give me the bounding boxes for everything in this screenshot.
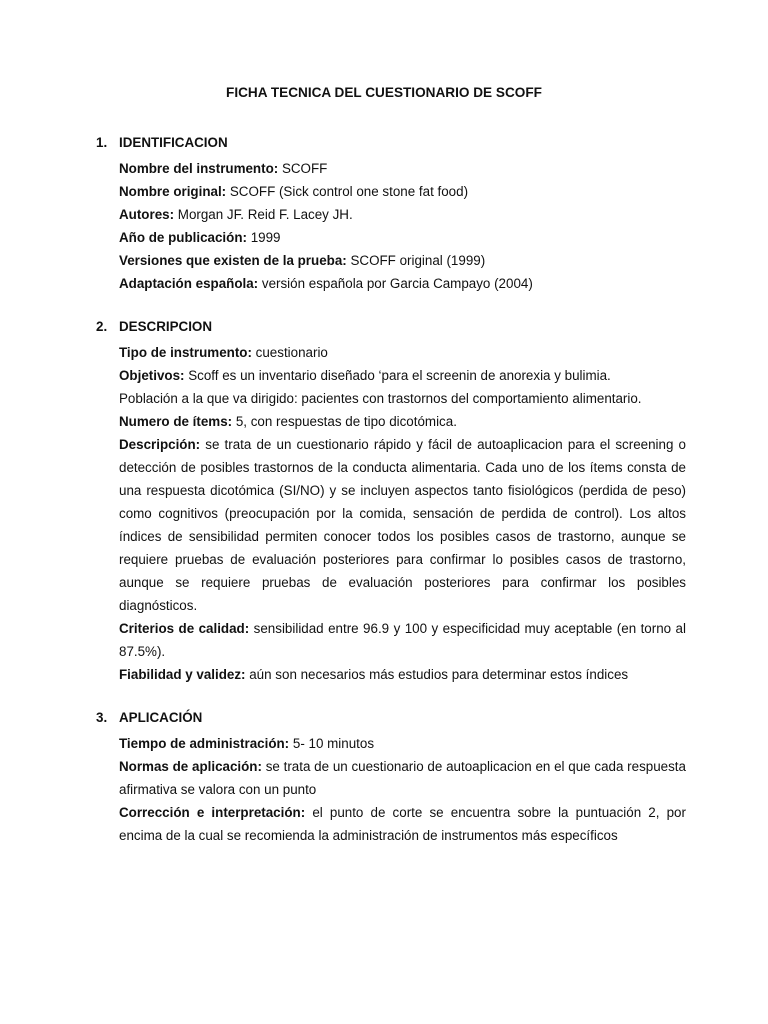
document-title: FICHA TECNICA DEL CUESTIONARIO DE SCOFF xyxy=(226,85,542,100)
field-correccion-interpretacion xyxy=(119,801,686,847)
field-label: Tiempo de administración: xyxy=(119,736,290,751)
field-ano-publicacion xyxy=(119,226,686,249)
field-label: Criterios de calidad: xyxy=(119,621,250,636)
section-title: IDENTIFICACION xyxy=(119,135,228,150)
field-nombre-instrumento xyxy=(119,157,686,180)
field-label: Objetivos: xyxy=(119,368,185,383)
field-label: Nombre original: xyxy=(119,184,227,199)
field-value: SCOFF (Sick control one stone fat food) xyxy=(229,184,469,199)
field-label: Numero de ítems: xyxy=(119,414,233,429)
field-versiones xyxy=(119,249,686,272)
field-label: Normas de aplicación: xyxy=(119,759,262,774)
section-number: 2. xyxy=(96,319,108,334)
field-label: Tipo de instrumento: xyxy=(119,345,252,360)
field-value: se trata de un cuestionario de autoaplicacion en el que cada respuesta afirmativa se valora con un punto xyxy=(119,759,686,797)
field-value: Población a la que va dirigido: pacientes con trastornos del comportamiento alimentario. xyxy=(119,391,642,406)
field-autores xyxy=(119,203,686,226)
field-label: Autores: xyxy=(119,207,175,222)
field-label: Año de publicación: xyxy=(119,230,247,245)
section-title: APLICACIÓN xyxy=(119,710,203,725)
section-title: DESCRIPCION xyxy=(119,319,213,334)
section-descripcion xyxy=(96,318,686,686)
field-nombre-original xyxy=(119,180,686,203)
field-tipo-instrumento xyxy=(119,341,686,364)
field-value: 1999 xyxy=(250,230,281,245)
section-number: 3. xyxy=(96,710,108,725)
field-value: Scoff es un inventario diseñado ‘para el screenin de anorexia y bulimia. xyxy=(188,368,611,383)
section-aplicacion xyxy=(96,709,686,847)
field-value: 5- 10 minutos xyxy=(292,736,375,751)
field-objetivos xyxy=(119,364,686,387)
field-poblacion xyxy=(119,387,686,410)
field-label: Fiabilidad y validez: xyxy=(119,667,246,682)
field-value: Morgan JF. Reid F. Lacey JH. xyxy=(177,207,353,222)
field-value: cuestionario xyxy=(255,345,328,360)
field-label: Adaptación española: xyxy=(119,276,259,291)
field-label: Corrección e interpretación: xyxy=(119,805,306,820)
field-value: sensibilidad entre 96.9 y 100 y especificidad muy aceptable (en torno al 87.5%). xyxy=(119,621,686,659)
section-heading xyxy=(96,709,686,732)
field-label: Nombre del instrumento: xyxy=(119,161,279,176)
field-label: Versiones que existen de la prueba: xyxy=(119,253,347,268)
section-number: 1. xyxy=(96,135,108,150)
field-descripcion xyxy=(119,433,686,617)
field-numero-items xyxy=(119,410,686,433)
field-tiempo-administracion xyxy=(119,732,686,755)
section-heading xyxy=(96,134,686,157)
field-value: el punto de corte se encuentra sobre la puntuación 2, por encima de la cual se recomienda la administración de instrumentos más específicos xyxy=(119,805,686,843)
field-label: Descripción: xyxy=(119,437,201,452)
field-normas-aplicacion xyxy=(119,755,686,801)
field-value: aún son necesarios más estudios para determinar estos índices xyxy=(249,667,629,682)
field-fiabilidad-validez xyxy=(119,663,686,686)
field-value: versión española por Garcia Campayo (2004) xyxy=(261,276,533,291)
field-value: SCOFF xyxy=(281,161,328,176)
field-value: SCOFF original (1999) xyxy=(350,253,486,268)
field-value: se trata de un cuestionario rápido y fácil de autoaplicacion para el screening o detección de posibles trastornos de la conducta alimentaria. Cada uno de los ítems consta de una respuesta dicotómica (SI/NO) y se incluyen aspectos tanto fisiológicos (perdida de peso) como cognitivos (preocupación por la comida, sensación de perdida de control). Los altos índices de sensibilidad permiten conocer todos los posibles casos de trastorno, aunque se requiere pruebas de evaluación posteriores para confirmar lo posibles casos de trastorno, aunque se requiere pruebas de evaluación posteriores para confirmar los posibles diagnósticos. xyxy=(119,437,687,613)
field-value: 5, con respuestas de tipo dicotómica. xyxy=(235,414,457,429)
field-criterios-calidad xyxy=(119,617,686,663)
section-identificacion xyxy=(96,134,686,295)
field-adaptacion-espanola xyxy=(119,272,686,295)
section-heading xyxy=(96,318,686,341)
